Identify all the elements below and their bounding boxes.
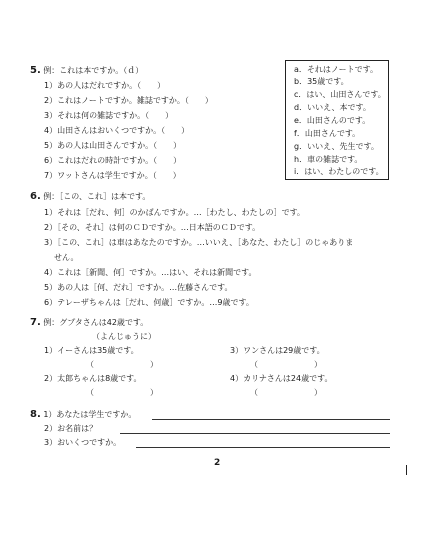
section-6-item-6: 6）テレーザちゃんは［だれ、何歳］ですか。…9歳です。 [44, 298, 254, 307]
section-5-number: 5. [30, 65, 41, 76]
section-5-item-7: 7）ワットさんは学生ですか。（ ） [44, 171, 181, 180]
edge-mark [406, 465, 407, 475]
answer-c: c．はい、山田さんです。 [294, 90, 386, 99]
section-7-item-4-answer: （ ） [250, 388, 322, 397]
section-6-item-1: 1）それは［だれ、何］のかばんですか。…［わたし、わたしの］です。 [44, 208, 305, 217]
section-7-item-2-answer: （ ） [86, 388, 158, 397]
section-6-example-text: 例：［この、これ］は本です。 [43, 192, 151, 201]
section-8-item-3: 3）おいくつですか。 [44, 438, 122, 447]
section-7-item-3-answer: （ ） [250, 360, 322, 369]
section-6-example [30, 192, 150, 202]
answer-line-3 [136, 447, 390, 448]
section-7-item-1-answer: （ ） [86, 360, 158, 369]
section-5-item-1: 1）あの人はだれですか。（ ） [44, 81, 166, 90]
answer-b: b．35歳です。 [294, 77, 349, 86]
section-5-item-3: 3）それは何の雑誌ですか。（ ） [44, 111, 174, 120]
section-5-example [30, 66, 143, 76]
answer-a: a．それはノートです。 [294, 65, 379, 74]
answer-g: g．いいえ、先生です。 [294, 142, 379, 151]
section-6-number: 6. [30, 191, 41, 202]
section-8-item-1-text: 1）あなたは学生ですか。 [43, 410, 137, 419]
section-6-item-4: 4）これは［新聞、何］ですか。…はい、それは新聞です。 [44, 268, 257, 277]
section-5-item-2: 2）これはノートですか。雑誌ですか。（ ） [44, 96, 213, 105]
section-7-example-reading: （よんじゅうに） [92, 332, 156, 341]
answer-choices-box [285, 60, 389, 180]
section-5-example-text: 例：これは本ですか。（ｄ） [43, 66, 144, 75]
section-5-item-4: 4）山田さんはおいくつですか。（ ） [44, 126, 190, 135]
section-8-item-1 [30, 410, 136, 420]
section-7-example [30, 318, 148, 328]
answer-line-1 [152, 419, 390, 420]
section-6-item-3-continued: せん。 [54, 253, 79, 262]
section-7-item-2: 2）太郎ちゃんは8歳です。 [44, 374, 142, 383]
section-7-number: 7. [30, 317, 41, 328]
section-6-item-3: 3）［この、これ］は車はあなたのですか。…いいえ、［あなた、わたし］のじゃありま [44, 238, 354, 247]
answer-i: i．はい、わたしのです。 [294, 167, 384, 176]
section-5-item-6: 6）これはだれの時計ですか。（ ） [44, 156, 182, 165]
section-8-number: 8. [30, 409, 41, 420]
answer-h: h．車の雑誌です。 [294, 155, 363, 164]
answer-e: e．山田さんのです。 [294, 116, 371, 125]
section-7-item-3: 3）ワンさんは29歳です。 [230, 346, 325, 355]
page-number: 2 [214, 458, 221, 468]
answer-f: f．山田さんです。 [294, 129, 361, 138]
section-7-example-text: 例：グプタさんは42歳です。 [43, 318, 149, 327]
section-5-item-5: 5）あの人は山田さんですか。（ ） [44, 141, 182, 150]
section-7-item-1: 1）イーさんは35歳です。 [44, 346, 139, 355]
answer-line-2 [120, 433, 390, 434]
section-6-item-5: 5）あの人は［何、だれ］ですか。…佐藤さんです。 [44, 283, 233, 292]
section-7-item-4: 4）カリナさんは24歳です。 [230, 374, 333, 383]
section-8-item-2: 2）お名前は？ [44, 424, 98, 433]
answer-d: d．いいえ、本です。 [294, 103, 371, 112]
section-6-item-2: 2）［その、それ］は何のＣＤですか。…日本語のＣＤです。 [44, 223, 261, 232]
